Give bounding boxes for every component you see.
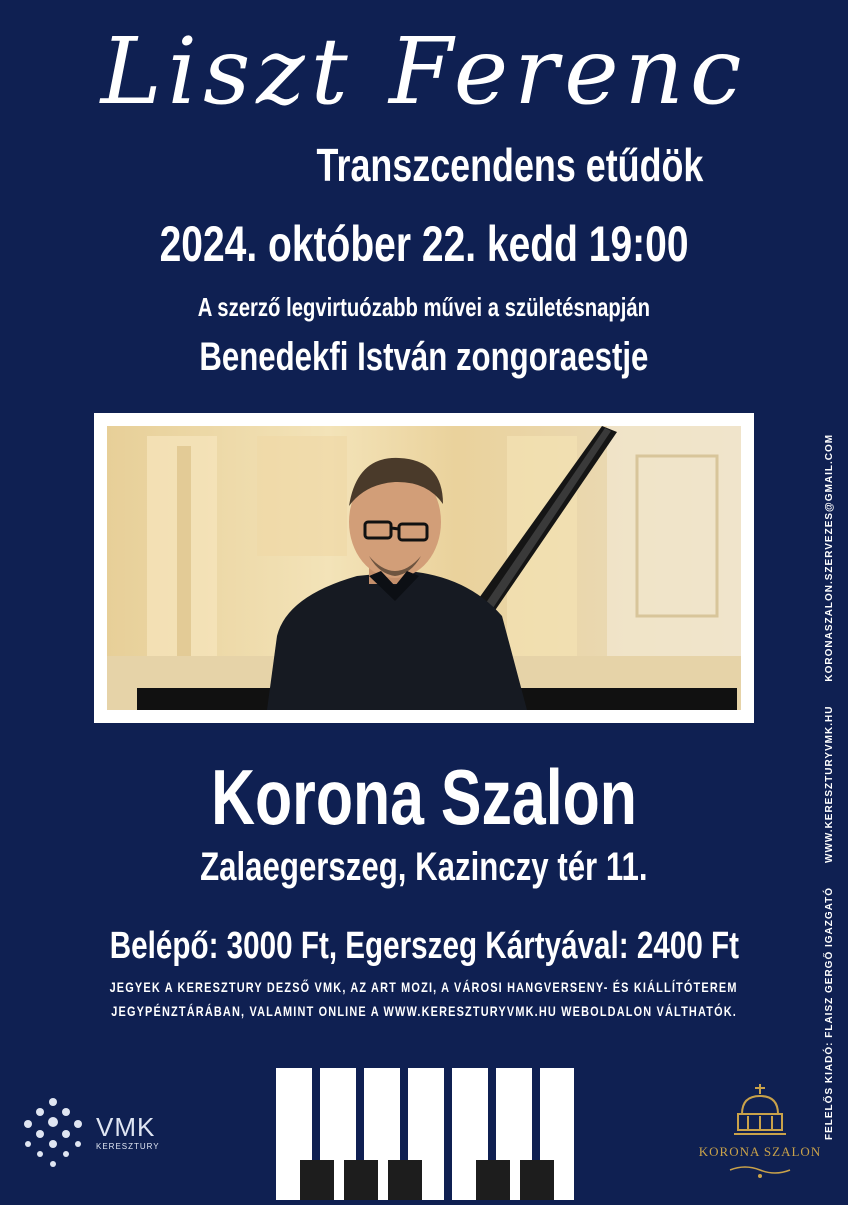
korona-szalon-logo	[690, 1080, 830, 1180]
side-credits	[824, 380, 840, 1140]
event-tagline	[0, 292, 848, 323]
pianist-illustration	[107, 426, 741, 710]
website-link[interactable]: WWW.KERESZTURYVMK.HU	[824, 705, 835, 863]
dots-icon	[18, 1092, 88, 1172]
venue-name-text: Korona Szalon	[211, 753, 637, 841]
piano-keys-icon	[276, 1068, 574, 1200]
pianist-photo-frame	[94, 413, 754, 723]
performer-line-text: Benedekfi István zongoraestje	[199, 335, 649, 379]
crown-building-icon	[690, 1080, 830, 1142]
piano-keys-graphic	[276, 1068, 574, 1200]
event-datetime	[0, 215, 848, 273]
event-tagline-text: A szerző legvirtuózabb művei a születésnapján	[197, 292, 651, 322]
ticket-note-line-2: JEGYPÉNZTÁRÁBAN, VALAMINT ONLINE A WWW.KERESZTURYVMK.HU WEBOLDALON VÁLTHATÓK.	[111, 1003, 737, 1019]
publisher-credit: FELELŐS KIADÓ: FLAISZ GERGŐ IGAZGATÓ	[824, 886, 835, 1140]
vmk-logo	[18, 1092, 168, 1172]
work-subtitle-text: Transzcendens etűdök	[316, 139, 704, 191]
vmk-logo-label: KERESZTURY	[96, 1142, 160, 1151]
ticket-note	[0, 975, 848, 1023]
vmk-logo-mark: VMK	[96, 1112, 156, 1142]
korona-szalon-label: KORONA SZALON	[698, 1144, 822, 1159]
venue-name	[0, 752, 848, 843]
event-datetime-text: 2024. október 22. kedd 19:00	[159, 216, 689, 272]
venue-address	[0, 845, 848, 890]
work-subtitle	[210, 138, 810, 192]
email-link[interactable]: KORONASZALON.SZERVEZES@GMAIL.COM	[824, 433, 835, 682]
performer-line	[0, 335, 848, 380]
ornament-icon	[690, 1162, 830, 1182]
ticket-note-line-1: JEGYEK A KERESZTURY DEZSŐ VMK, AZ ART MOZI, A VÁROSI HANGVERSENY- ÉS KIÁLLÍTÓTEREM	[109, 979, 739, 995]
ticket-price-text: Belépő: 3000 Ft, Egerszeg Kártyával: 2400 Ft	[109, 925, 739, 967]
venue-address-text: Zalaegerszeg, Kazinczy tér 11.	[200, 845, 648, 889]
composer-title: Liszt Ferenc	[100, 18, 748, 125]
pianist-photo	[107, 426, 741, 710]
ticket-price	[0, 925, 848, 968]
